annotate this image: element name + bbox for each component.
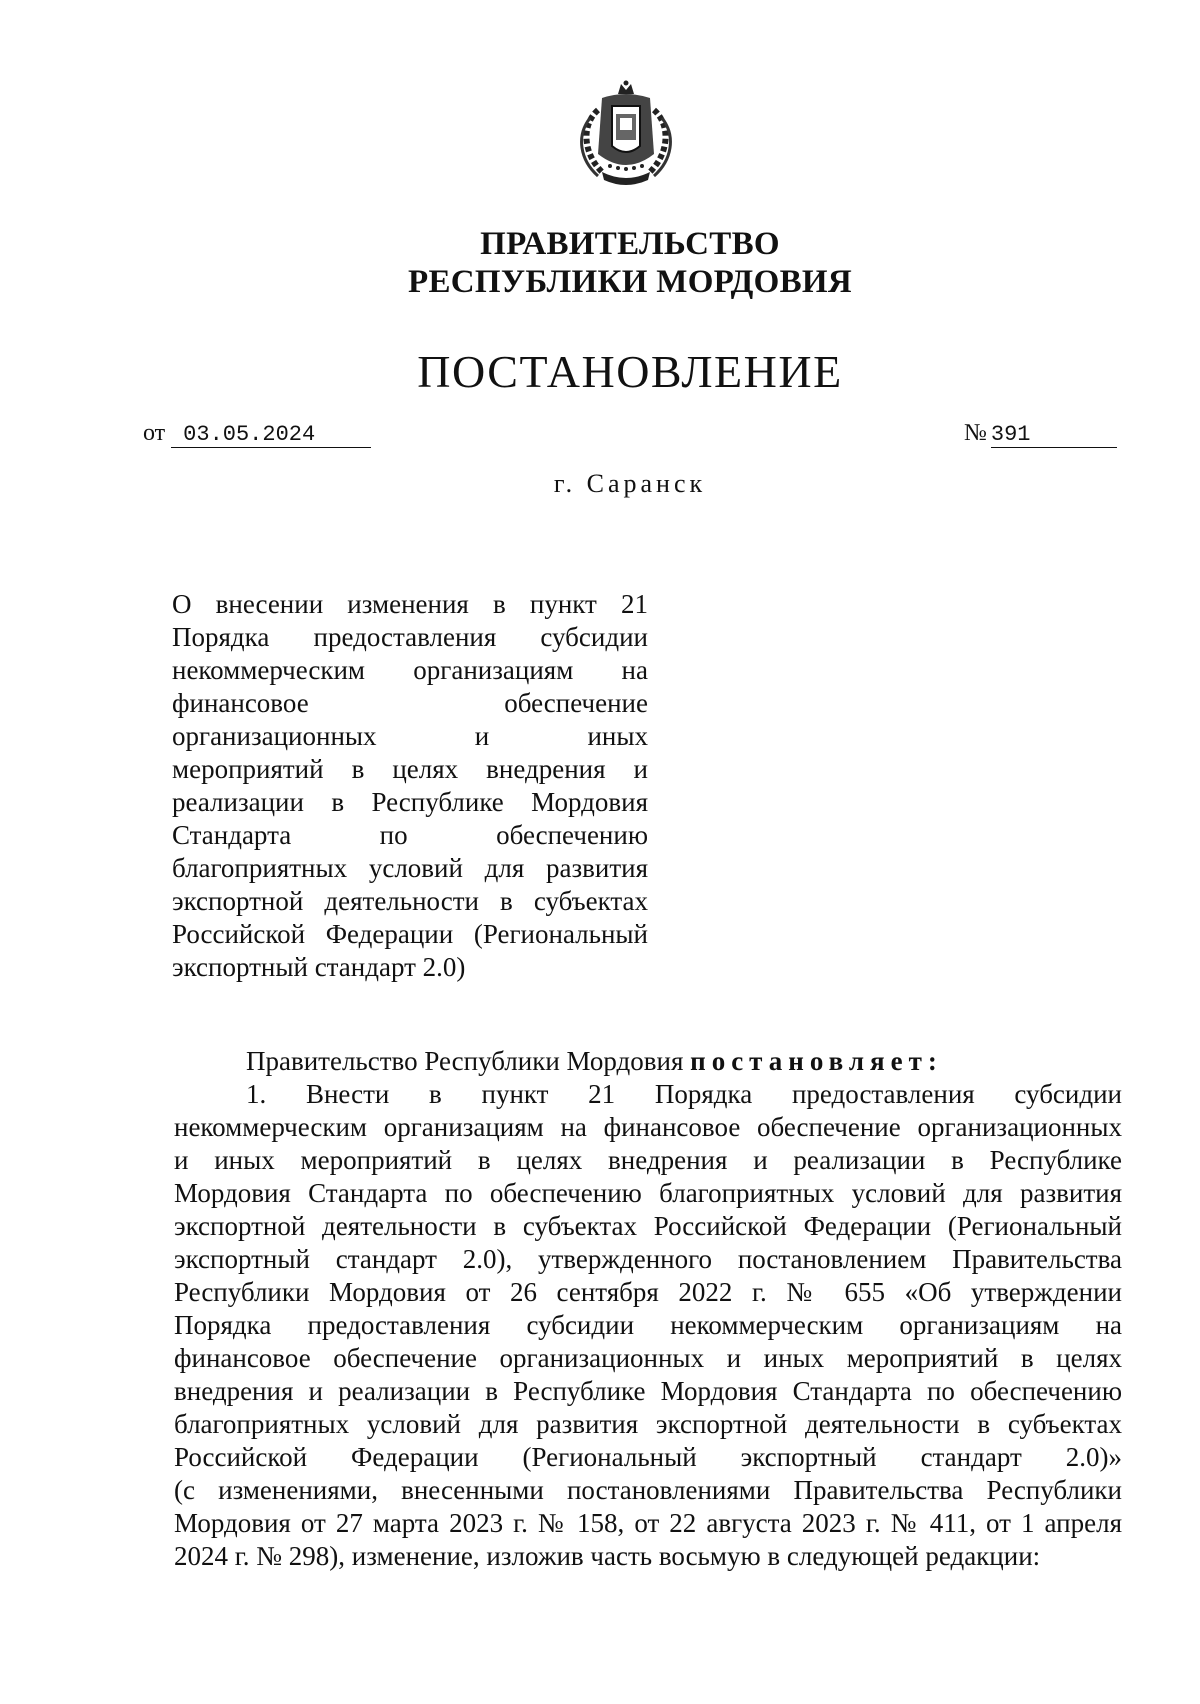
coat-of-arms-emblem	[568, 80, 684, 192]
body-line: экспортный стандарт 2.0), утвержденного постановлением Правительства	[174, 1244, 1122, 1274]
body-line: благоприятных условий для развития экспортной деятельности в субъектах	[174, 1409, 1122, 1439]
subject-line: организационных и иных	[172, 721, 648, 751]
opening-emphasis: постановляет:	[690, 1046, 943, 1076]
opening-text: Правительство Республики Мордовия	[246, 1046, 684, 1076]
subject-line: финансовое обеспечение	[172, 688, 648, 718]
subject-line: Российской Федерации (Региональный	[172, 919, 648, 949]
document-body	[174, 1045, 1122, 1573]
body-line: Мордовия Стандарта по обеспечению благоприятных условий для развития	[174, 1178, 1122, 1208]
body-line: Мордовия от 27 марта 2023 г. № 158, от 22 августа 2023 г. № 411, от 1 апреля	[174, 1508, 1122, 1538]
number-label: №	[964, 420, 987, 446]
body-line: Республики Мордовия от 26 сентября 2022 г. № 655 «Об утверждении	[174, 1277, 1122, 1307]
city: г. Саранск	[553, 469, 707, 498]
body-line: финансовое обеспечение организационных и иных мероприятий в целях	[174, 1343, 1122, 1373]
subject-line: реализации в Республике Мордовия	[172, 787, 648, 817]
body-line: 1. Внести в пункт 21 Порядка предоставления субсидии	[246, 1079, 1122, 1109]
subject-line: Порядка предоставления субсидии	[172, 622, 648, 652]
number-row	[964, 418, 1117, 448]
date-row	[143, 418, 371, 448]
subject-line: мероприятий в целях внедрения и	[172, 754, 648, 784]
body-line: (с изменениями, внесенными постановлениями Правительства Республики	[174, 1475, 1122, 1505]
subject-line: некоммерческим организациям на	[172, 655, 648, 685]
date-label: от	[143, 420, 166, 446]
body-line: Российской Федерации (Региональный экспортный стандарт 2.0)»	[174, 1442, 1122, 1472]
subject-line: О внесении изменения в пункт 21	[172, 589, 648, 619]
opening-line	[174, 1045, 1122, 1078]
subject-line: благоприятных условий для развития	[172, 853, 648, 883]
body-line: внедрения и реализации в Республике Мордовия Стандарта по обеспечению	[174, 1376, 1122, 1406]
body-line: Порядка предоставления субсидии некоммерческим организациям на	[174, 1310, 1122, 1340]
subject-line: экспортный стандарт 2.0)	[172, 952, 466, 982]
subject-line: экспортной деятельности в субъектах	[172, 886, 648, 916]
body-line: 2024 г. № 298), изменение, изложив часть восьмую в следующей редакции:	[174, 1541, 1041, 1571]
body-line: и иных мероприятий в целях внедрения и реализации в Республике	[174, 1145, 1122, 1175]
document-type: ПОСТАНОВЛЕНИЕ	[417, 346, 843, 397]
subject-line: Стандарта по обеспечению	[172, 820, 648, 850]
number-value: 391	[991, 423, 1117, 448]
document-subject	[172, 588, 648, 984]
date-value: 03.05.2024	[171, 423, 371, 448]
organization-title-line2: РЕСПУБЛИКИ МОРДОВИЯ	[407, 264, 852, 300]
body-line: некоммерческим организациям на финансовое обеспечение организационных	[174, 1112, 1122, 1142]
body-line: экспортной деятельности в субъектах Российской Федерации (Региональный	[174, 1211, 1122, 1241]
organization-title-line1: ПРАВИТЕЛЬСТВО	[480, 226, 780, 262]
